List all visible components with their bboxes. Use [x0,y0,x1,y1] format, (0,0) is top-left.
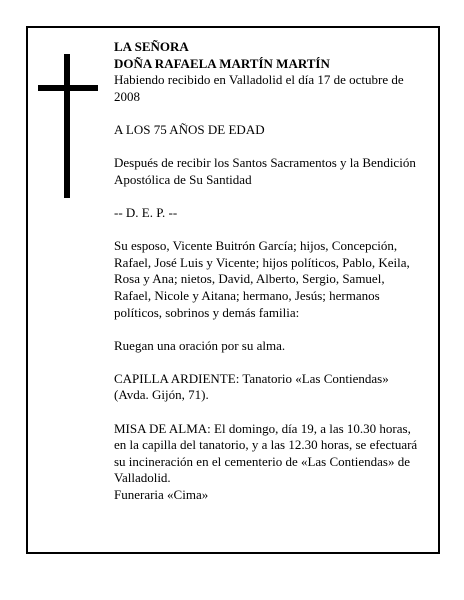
prayer-request: Ruegan una oración por su alma. [114,337,286,353]
cross-vertical-bar [64,54,70,198]
deceased-title: LA SEÑORA [114,39,189,54]
sacraments-line: Después de recibir los Santos Sacramentos y la Bendición Apostólica de Su Santidad [114,155,416,187]
age-line: A LOS 75 AÑOS DE EDAD [114,121,265,137]
chapel-info: CAPILLA ARDIENTE: Tanatorio «Las Contiendas» (Avda. Gijón, 71). [114,370,389,403]
deceased-name: DOÑA RAFAELA MARTÍN MARTÍN [114,55,330,71]
rip-line: -- D. E. P. -- [114,204,178,220]
obituary-text [114,39,424,504]
mass-info: MISA DE ALMA: El domingo, día 19, a las 10.30 horas, en la capilla del tanatorio, y a las 12.30 horas, se efectuará su incineración en el cementerio de «Las Contiendas» de Valladolid. [114,420,418,486]
cross-horizontal-bar [38,85,98,91]
death-info: Habiendo recibido en Valladolid el día 17 de octubre de 2008 [114,72,404,104]
cross-icon [38,54,98,198]
family-list: Su esposo, Vicente Buitrón García; hijos, Concepción, Rafael, José Luis y Vicente; hijos políticos, Pablo, Keila, Rosa y Ana; nietos, David, Alberto, Sergio, Samuel, Rafael, Nicole y Aitana; hermano, Jesús; hermanos políticos, sobrinos y demás familia: [114,238,410,320]
funeral-home: Funeraria «Cima» [114,487,209,503]
